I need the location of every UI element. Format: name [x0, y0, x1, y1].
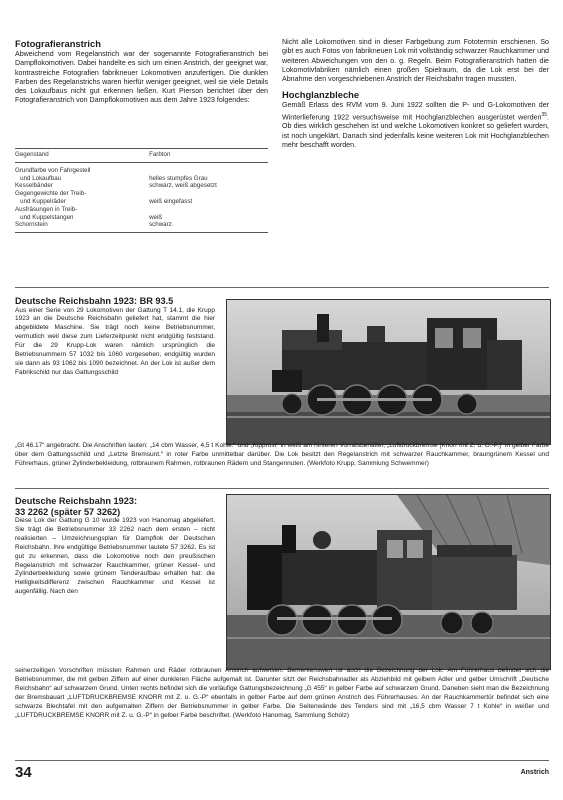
right-column [282, 38, 549, 150]
photo-br-93-5 [226, 299, 551, 445]
table-row [15, 175, 268, 183]
table-row [15, 162, 268, 174]
paragraph-hochglanzbleche [282, 101, 549, 150]
table-cell-gegenstand: Gegengewichte der Treib- [15, 190, 87, 198]
locomotive-photo-33-2262 [227, 495, 550, 669]
footnote-reference: 35 [541, 111, 548, 118]
section2-title-line1: Deutsche Reichsbahn 1923: [15, 496, 138, 506]
section2-caption-full: seinerzeitigen Vorschriften müssten Rahmen und Räder rotbraunen Anstrich aufweisen. Bemerkenswert ist auch die Bezeichnung der Lok: Am Führerhaus befindet sich die Betriebsnummer, die mit gelben Ziffern auf einer dunkleren Fläche aufgemalt ist. Darunter sitzt der Reichsbahnadler als Abziehbild mit gelbem Adler und gelber Umschrift „Deutsche Reichsbahn“ auf schwarzem Grund. Unten rechts befindet sich die vorläufige Gattungsbezeichnung „G 455“ in gelber Farbe auf schwarzem Grund. Daneben sieht man die Bezeichnung der Bremsbauart „LUFTDRUCKBREMSE KNORR mit Z. u. G.-P“ ebenfalls in gelber Farbe auf dem grünen Anstrich des Führerhauses. An der Rauchkammertür befindet sich eine schwarze Blechtafel mit den aufgemalten Ziffern der Betriebsnummer in gelber Farbe. Die Seitenwände des Tenders sind mit „16,5 cbm Wasser 7 t Kohle“ in weißer und „LUFTDRUCKBREMSE KNORR mit Z. u. G.-P“ in gelber Farbe beschriftet. (Werkfoto Hanomag, Sammlung Scholz) [15, 667, 549, 719]
table-cell-farbton [149, 162, 268, 174]
table-cell-farbton [149, 190, 268, 198]
heading-fotografieranstrich: Fotografieranstrich [15, 38, 101, 49]
table-row [15, 206, 268, 214]
section-divider-1 [15, 287, 549, 288]
table-header-gegenstand: Gegenstand [15, 149, 149, 162]
locomotive-photo-br93 [227, 300, 550, 444]
footer-rule [15, 760, 549, 761]
section2-text [15, 496, 215, 597]
table-row [15, 190, 268, 198]
table-cell-gegenstand: und Lokaufbau [15, 174, 62, 182]
table-cell-gegenstand: und Kuppelräder [15, 197, 66, 205]
page-number: 34 [15, 764, 32, 781]
section1-caption-side: Aus einer Serie von 29 Lokomotiven der Gattung T 14.1, die Krupp 1923 an die Deutsche Reichsbahn geliefert hat, stammt die hier abgebildete Maschine. Sie trägt noch keine Betriebsnummer, vermutlich weil diese zum Lieferzeitpunkt nicht endgültig feststand. Für die 29 Krupp-Lok waren nämlich ursprünglich die Betriebsnummern 57 1032 bis 1060 vorgesehen, endgültig wurden sie dann als 93 1062 bis 1090 bezeichnet. An der Lok ist außer dem Fabrikschild nur das Gattungsschild [15, 306, 215, 376]
table-cell-gegenstand: Ausfräsungen in Treib- [15, 205, 78, 213]
table-cell-farbton: weiß [149, 213, 163, 221]
table-cell-farbton: helles stumpfes Grau [149, 174, 208, 182]
table-cell-farbton [149, 206, 268, 214]
section-divider-2 [15, 488, 549, 489]
paragraph-hochglanzbleche-part2: . Ob dies wirklich geschehen ist und welche Lokomotiven konkret so geliefert wurden, ist noch ungeklärt. Danach sind jedenfalls keine weiteren Lok mit Hochglanzblechen mehr beschafft worden. [282, 113, 549, 150]
paragraph-hochglanzbleche-part1: Gemäß Erlass des RVM vom 9. Juni 1922 sollten die P- und G-Lokomotiven der Winterlieferung 1922 versuchsweise mit Hochglanzblechen ausgerüstet werden [282, 101, 549, 122]
color-table [15, 148, 268, 233]
table-row [15, 182, 268, 190]
table-row [15, 221, 268, 229]
table-row [15, 214, 268, 222]
section1-text [15, 296, 215, 378]
table-header-farbton: Farbton [149, 149, 268, 162]
table-cell-farbton: schwarz, weiß abgesetzt [149, 182, 217, 190]
heading-hochglanzbleche: Hochglanzbleche [282, 89, 360, 101]
paragraph-farbgebung: Nicht alle Lokomotiven sind in dieser Farbgebung zum Fototermin erschienen. So gibt es auch Fotos von fabrikneuen Lok mit vollständig schwarzer Rauchkammer und weiteren Abweichungen von den o. g. Regeln. Beim Fotografieranstrich hatten die Lokomotivfabriken nämlich einen großen Spielraum, da die Lok erst bei der Abnahme den vorgeschriebenen Anstrich der Reichsbahn tragen mussten. [282, 38, 549, 84]
table-cell-gegenstand: und Kuppelstangen [15, 213, 74, 221]
running-title: Anstrich [520, 769, 549, 776]
paragraph-fotografieranstrich: Abweichend vom Regelanstrich war der sogenannte Fotografieranstrich bei Dampflokomotiven. Dabei handelte es sich um einen Anstrich, der geeignet war, kontrastreiche Fotografien fabrikneuer Lokomotiven anzufertigen. Die dunklen Farben des Regelanstrichs waren hierfür weniger geeignet, weil sie viele Details des Lokaufbaus nicht gut erkennen ließen. Kurt Pierson berichtet über den Fotografieranstrich von Dampflokomotiven aus dem Jahre 1923 folgendes: [15, 50, 268, 105]
table-cell-farbton: schwarz. [149, 221, 174, 229]
table-cell-gegenstand: Kesselbänder [15, 182, 53, 190]
left-column [15, 38, 268, 106]
photo-33-2262 [226, 494, 551, 670]
table-row [15, 198, 268, 206]
section1-caption-full: „Gt 46.17“ angebracht. Die Anschriften lauten: „14 cbm Wasser, 4,5 t Kohle.“ und „Kipprost“ in weiß am hinteren Vorratsbehälter, „Luftdruckbremse [Knorr mit Z. u. G.-P.]“ in gelber Farbe über dem Gattungsschild und „Letzte Bremsunt.“ in roter Farbe unmittelbar darüber. Die Lok besitzt den Regelanstrich mit schwarzer Rauchkammer, braungrünem Kessel und Führerhaus, grüner Zylinderbekleidung, rotbraunem Rahmen, rotbraunen Rädern und Stangennuten. (Werkfoto Krupp, Sammlung Schwemmer) [15, 442, 549, 467]
table-cell-farbton: weiß eingefasst [149, 197, 193, 205]
section2-caption-side: Diese Lok der Gattung G 10 wurde 1923 von Hanomag abgeliefert. Sie trägt die Betriebsnummer 33 2262 nach dem ersten – nicht realisierten – Umzeichnungsplan für Dampflok der Deutschen Reichsbahn. Ihre endgültige Betriebsnummer lautete 57 3262. Es ist gut zu erkennen, dass die Lokomotive noch den preußischen Regelanstrich mit schwarzer Rauchkammer, grüner Kessel- und Zylinderbekleidung sowie grünem Tenderaufbau erhalten hat: die Helligkeitsdifferenz zwischen Rauchkammer und Kessel ist augenfällig. Nach den [15, 517, 215, 596]
section2-title-line2: 33 2262 (später 57 3262) [15, 506, 121, 517]
table-cell-gegenstand: Schornstein [15, 221, 48, 229]
table-cell-gegenstand: Grundfarbe von Fahrgestell [15, 166, 91, 174]
section1-title: Deutsche Reichsbahn 1923: BR 93.5 [15, 296, 174, 306]
